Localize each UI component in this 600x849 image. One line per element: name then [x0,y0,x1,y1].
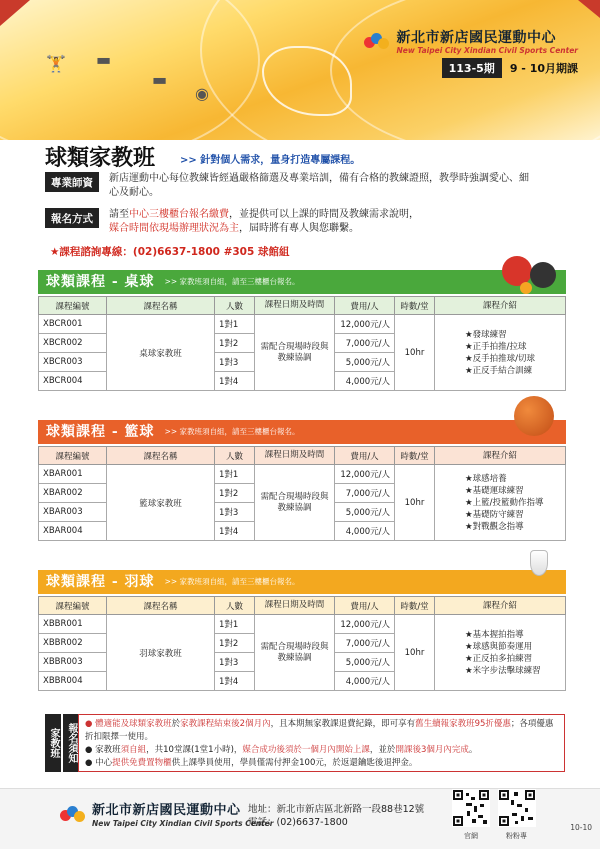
column-header: 課程日期及時間 [255,297,335,315]
column-header: 費用/人 [335,597,395,615]
course-hours: 10hr [395,465,435,541]
table-header-row [39,447,566,465]
course-fee: 12,000元/人 [335,615,395,634]
course-fee: 4,000元/人 [335,672,395,691]
class-size: 1對4 [215,522,255,541]
course-intro [435,465,566,541]
coach-label: 專業師資 [45,172,99,192]
course-hours: 10hr [395,615,435,691]
class-size: 1對3 [215,503,255,522]
class-size: 1對2 [215,634,255,653]
notice-label [45,714,79,772]
column-header: 課程編號 [39,597,107,615]
course-code: XBBR002 [39,634,107,653]
ping-pong-ball-icon [520,282,532,294]
class-size: 1對3 [215,353,255,372]
course-intro-item: ★對戰觀念指導 [465,521,524,532]
page-subtitle: >> 針對個人需求，量身打造專屬課程。 [180,155,361,166]
column-header: 費用/人 [335,297,395,315]
course-intro-item: ★基礎運球練習 [465,485,524,496]
course-intro-item: ★上籃/投籃動作指導 [465,497,544,508]
course-intro-item: ★正反手結合訓練 [465,365,533,376]
course-name: 桌球家教班 [107,315,215,391]
course-code: XBCR003 [39,353,107,372]
section-heading: 球類課程 - 籃球 [46,424,155,440]
weight-plate-icon: ◉ [195,84,209,103]
column-header: 人數 [215,597,255,615]
course-table-badminton [38,596,566,691]
term-info [442,58,578,78]
org-name-en: New Taipei City Xindian Civil Sports Center [396,46,578,55]
course-hours: 10hr [395,315,435,391]
section-note: >> 家教班須自組，請至三樓櫃台報名。 [164,426,300,436]
signup-label: 報名方式 [45,208,99,228]
coach-info [45,172,529,199]
course-table-table-tennis [38,296,566,391]
class-size: 1對4 [215,672,255,691]
dumbbell-icon: ▬ [96,50,112,69]
course-intro-item: ★正手拍推/拉球 [465,341,527,352]
column-header: 時數/堂 [395,597,435,615]
column-header: 課程編號 [39,297,107,315]
course-fee: 5,000元/人 [335,503,395,522]
course-table-basketball [38,446,566,541]
table-row [39,615,566,634]
course-fee: 7,000元/人 [335,634,395,653]
kettlebell-icon: 🏋 [46,54,66,73]
section-note: >> 家教班須自組，請至三樓櫃台報名。 [164,576,300,586]
course-code: XBBR004 [39,672,107,691]
course-code: XBAR001 [39,465,107,484]
course-intro-item: ★球感培養 [465,473,507,484]
table-row [39,465,566,484]
org-logo-icon [364,33,390,53]
section-header-table-tennis [38,270,566,292]
section-divider [38,442,566,444]
ping-pong-paddle-icon [530,262,556,288]
qr-code-fanpage[interactable] [498,789,536,827]
course-time: 需配合現場時段與教練協調 [255,465,335,541]
notice-body [78,714,565,772]
table-header-row [39,597,566,615]
column-header: 費用/人 [335,447,395,465]
section-divider [38,592,566,594]
org-logo-icon [60,806,86,826]
section-header-basketball [38,420,566,442]
course-intro [435,615,566,691]
course-fee: 12,000元/人 [335,465,395,484]
coach-text: 新店運動中心每位教練皆經過嚴格篩選及專業培訓，備有合格的教練證照，教學時強調愛心、細心及耐心。 [109,173,529,198]
section-divider [38,292,566,294]
notice-box [45,714,565,772]
section-heading: 球類課程 - 桌球 [46,274,155,290]
course-code: XBCR001 [39,315,107,334]
term-text: 9 - 10月期課 [509,62,578,75]
course-code: XBAR002 [39,484,107,503]
shuttlecock-icon [530,550,548,576]
class-size: 1對3 [215,653,255,672]
course-fee: 12,000元/人 [335,315,395,334]
course-time: 需配合現場時段與教練協調 [255,315,335,391]
qr-caption-fanpage: 粉粉專 [506,832,527,840]
course-code: XBBR001 [39,615,107,634]
footer-org-name: 新北市新店國民運動中心 [92,803,241,818]
column-header: 人數 [215,297,255,315]
column-header: 時數/堂 [395,447,435,465]
qr-code-website[interactable] [452,789,490,827]
course-fee: 5,000元/人 [335,653,395,672]
column-header: 課程介紹 [435,597,566,615]
notice-line-3: ● 中心提供免費置物櫃供上課學員使用，學員僅需付押金100元，於返還鑰匙後退押金。 [85,758,418,768]
notice-line-2: ● 家教班須自組，共10堂課(1堂1小時)，媒合成功後須於一個月內開始上課，並於開課後3個月內完成。 [85,745,478,755]
course-intro-item: ★基本握拍指導 [465,629,524,640]
course-intro-item: ★基礎防守練習 [465,509,524,520]
qr-caption-website: 官網 [464,832,478,840]
course-intro-item: ★反手拍推球/切球 [465,353,535,364]
column-header: 課程日期及時間 [255,597,335,615]
column-header: 時數/堂 [395,297,435,315]
course-code: XBBR003 [39,653,107,672]
course-name: 籃球家教班 [107,465,215,541]
section-header-badminton [38,570,566,592]
dumbbell-icon: ▬ [152,70,168,89]
table-row [39,315,566,334]
column-header: 課程名稱 [107,297,215,315]
basketball-icon [514,396,554,436]
column-header: 課程日期及時間 [255,447,335,465]
column-header: 課程介紹 [435,447,566,465]
footer-contact [248,803,424,829]
footer [0,788,600,849]
org-brand [364,30,578,55]
footer-address: 地址：新北市新店區北新路一段88巷12號 [248,804,425,815]
section-heading: 球類課程 - 羽球 [46,574,155,590]
notice-label-b: 家教班 [45,714,61,772]
page-title: 球類家教班 [45,145,156,171]
class-size: 1對1 [215,315,255,334]
course-name: 羽球家教班 [107,615,215,691]
course-intro-item: ★發球練習 [465,329,507,340]
class-size: 1對2 [215,334,255,353]
course-code: XBCR004 [39,372,107,391]
signup-text: 請至中心三樓櫃台報名繳費，並提供可以上課的時間及教練需求說明， 媒合時間依現場辦理狀況為主，屆時將有專人與您聯繫。 [109,209,419,234]
class-size: 1對4 [215,372,255,391]
column-header: 課程名稱 [107,597,215,615]
course-intro-item: ★球感與節奏運用 [465,641,533,652]
class-size: 1對2 [215,484,255,503]
footer-org-name-en: New Taipei City Xindian Civil Sports Center [92,819,274,828]
hotline: ★課程諮詢專線：(02)6637-1800 #305 球館組 [50,246,290,258]
org-name: 新北市新店國民運動中心 [396,30,556,46]
column-header: 人數 [215,447,255,465]
term-badge: 113-5期 [442,58,502,78]
course-intro-item: ★正反拍多拍練習 [465,653,533,664]
footer-phone: 電話：(02)6637-1800 [248,817,348,828]
column-header: 課程名稱 [107,447,215,465]
class-size: 1對1 [215,465,255,484]
page-number: 10-10 [570,823,592,832]
table-header-row [39,297,566,315]
course-fee: 7,000元/人 [335,484,395,503]
footer-brand [60,803,274,828]
course-code: XBAR003 [39,503,107,522]
course-fee: 4,000元/人 [335,522,395,541]
course-code: XBCR002 [39,334,107,353]
header-banner [0,0,600,140]
course-fee: 4,000元/人 [335,372,395,391]
column-header: 課程編號 [39,447,107,465]
notice-label-a: 報名須知 [63,714,79,772]
class-size: 1對1 [215,615,255,634]
column-header: 課程介紹 [435,297,566,315]
section-note: >> 家教班須自組，請至三樓櫃台報名。 [164,276,300,286]
course-code: XBAR004 [39,522,107,541]
course-fee: 7,000元/人 [335,334,395,353]
signup-info [45,208,529,235]
course-time: 需配合現場時段與教練協調 [255,615,335,691]
course-intro [435,315,566,391]
course-fee: 5,000元/人 [335,353,395,372]
notice-line-1: ● 體適能及球類家教班於家教課程結束後2個月內，且本期無家教課退費紀錄，即可享有舊生續報家教班95折優惠；各項優惠折扣限擇一使用。 [85,719,554,742]
course-intro-item: ★米字步法擊球練習 [465,665,541,676]
